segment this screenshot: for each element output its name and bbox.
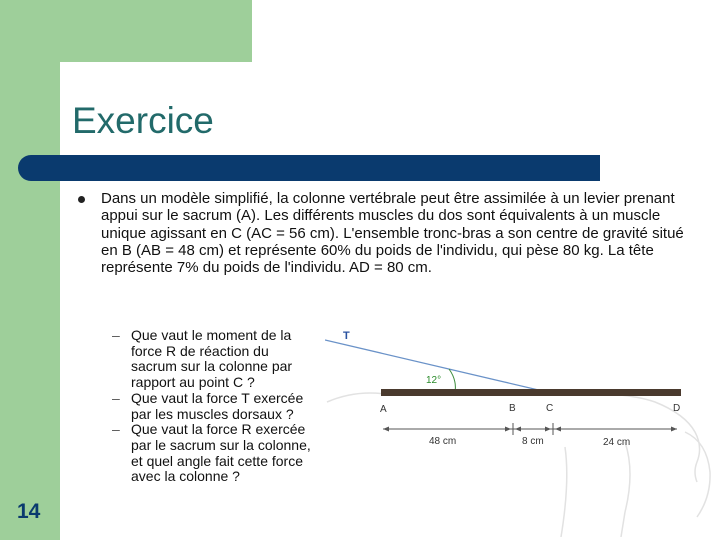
- distance-label-ab: 48 cm: [429, 436, 457, 447]
- lever-diagram: [325, 322, 715, 537]
- question-item: [112, 328, 312, 391]
- arrowhead: [555, 427, 561, 432]
- bullet-icon: [78, 196, 85, 203]
- arrowhead: [515, 427, 521, 432]
- body-back-leg: [621, 442, 630, 537]
- arrowhead: [505, 427, 511, 432]
- question-text: Que vaut le moment de la force R de réaction du sacrum sur la colonne par rapport au point C ?: [131, 327, 293, 391]
- arrowhead: [383, 427, 389, 432]
- angle-arc: [449, 369, 455, 392]
- lever-bar: [381, 389, 681, 396]
- distance-label-bc: 8 cm: [522, 436, 544, 447]
- arrowhead: [545, 427, 551, 432]
- point-label-b: B: [509, 403, 516, 414]
- arrowhead: [671, 427, 677, 432]
- question-list: [112, 328, 312, 485]
- body-front-leg: [561, 447, 567, 537]
- slide-number: 14: [17, 500, 41, 523]
- background-green-left: [0, 0, 60, 540]
- force-t-label: T: [343, 330, 350, 342]
- question-text: Que vaut la force R exercée par le sacrum sur la colonne, et quel angle fait cette force avec la colonne ?: [131, 421, 311, 485]
- point-label-d: D: [673, 403, 681, 414]
- dash-icon: –: [112, 327, 120, 343]
- question-item: [112, 391, 312, 422]
- question-item: [112, 422, 312, 485]
- problem-statement: Dans un modèle simplifié, la colonne vertébrale peut être assimilée à un levier prenant appui sur le sacrum (A). Les différents muscles du dos sont équivalents à un muscle unique agissant en C (AC = 56 cm). L'ensemble tronc-bras a son centre de gravité situé en B (AB = 48 cm) et représente 60% du poids de l'individu, qui pèse 80 kg. La tête représente 7% du poids de l'individu. AD = 80 cm.: [101, 190, 684, 277]
- title-underline-bar: [18, 155, 600, 181]
- dash-icon: –: [112, 389, 120, 406]
- dash-icon: –: [112, 421, 120, 438]
- angle-label: 12°: [426, 375, 442, 386]
- body-neck-head: [685, 432, 710, 517]
- point-label-a: A: [380, 404, 387, 415]
- slide-title: Exercice: [72, 100, 214, 141]
- question-text: Que vaut la force T exercée par les muscles dorsaux ?: [131, 389, 304, 422]
- distance-label-cd: 24 cm: [603, 437, 631, 448]
- point-label-c: C: [546, 403, 554, 414]
